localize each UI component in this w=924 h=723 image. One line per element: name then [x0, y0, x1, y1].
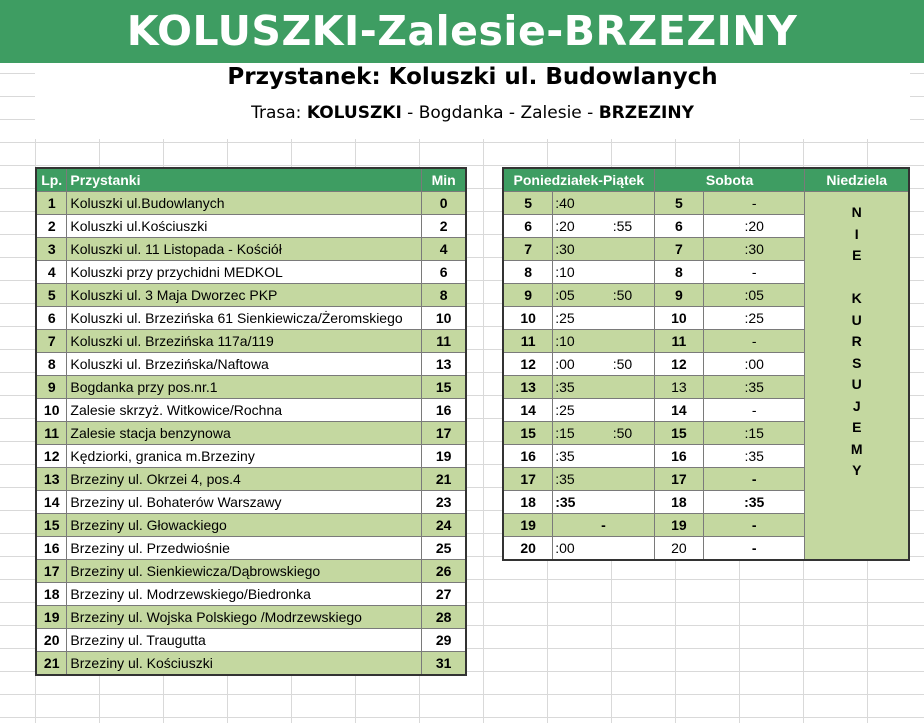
- weekday-minute-1: :40: [555, 195, 575, 211]
- stop-name: Kędziorki, granica m.Brzeziny: [67, 445, 422, 468]
- weekday-minutes: [553, 353, 655, 376]
- weekday-minute-1: :35: [555, 471, 575, 487]
- stop-number: 19: [36, 606, 67, 629]
- stop-number: 1: [36, 192, 67, 215]
- sunday-note-letter: M: [850, 440, 863, 457]
- weekday-hour: 10: [503, 307, 553, 330]
- sunday-note-letter: E: [852, 419, 862, 435]
- stop-minutes: 16: [422, 399, 466, 422]
- saturday-minutes: :15: [703, 422, 805, 445]
- stop-title: Przystanek: Koluszki ul. Budowlanych: [35, 63, 910, 93]
- saturday-minutes: :05: [703, 284, 805, 307]
- sunday-note-letter: J: [852, 397, 861, 414]
- saturday-hour: 20: [654, 537, 703, 561]
- stop-name: Koluszki ul. Brzezińska/Naftowa: [67, 353, 422, 376]
- weekday-minute-2: :50: [612, 287, 633, 303]
- saturday-minutes: -: [703, 468, 805, 491]
- table-row: [36, 284, 466, 307]
- weekday-hour: 6: [503, 215, 553, 238]
- sunday-note-letter: [808, 267, 905, 289]
- stop-name: Brzeziny ul. Przedwiośnie: [67, 537, 422, 560]
- stop-name: Brzeziny ul. Okrzei 4, pos.4: [67, 468, 422, 491]
- stop-number: 13: [36, 468, 67, 491]
- stop-name: Koluszki przy przychidni MEDKOL: [67, 261, 422, 284]
- saturday-hour: 7: [654, 238, 703, 261]
- stop-number: 14: [36, 491, 67, 514]
- table-row: [36, 514, 466, 537]
- stop-name: Brzeziny ul. Bohaterów Warszawy: [67, 491, 422, 514]
- saturday-hour: 14: [654, 399, 703, 422]
- table-row: [36, 399, 466, 422]
- table-row: [36, 215, 466, 238]
- stop-name: Brzeziny ul. Modrzewskiego/Biedronka: [67, 583, 422, 606]
- stop-minutes: 29: [422, 629, 466, 652]
- saturday-minutes: :25: [703, 307, 805, 330]
- stop-number: 9: [36, 376, 67, 399]
- weekday-minute-1: :25: [555, 310, 575, 326]
- stop-name: Koluszki ul. 3 Maja Dworzec PKP: [67, 284, 422, 307]
- stop-minutes: 26: [422, 560, 466, 583]
- sunday-note-letter: U: [851, 376, 862, 392]
- saturday-minutes: -: [703, 192, 805, 215]
- table-row: [36, 606, 466, 629]
- weekday-minute-1: :35: [555, 379, 575, 395]
- sunday-note-letter: U: [851, 311, 862, 328]
- col-header-weekday: Poniedziałek-Piątek: [503, 168, 654, 192]
- stop-number: 6: [36, 307, 67, 330]
- table-row: [36, 422, 466, 445]
- stop-minutes: 2: [422, 215, 466, 238]
- weekday-minutes: [553, 307, 655, 330]
- saturday-hour: 12: [654, 353, 703, 376]
- stop-minutes: 0: [422, 192, 466, 215]
- weekday-hour: 8: [503, 261, 553, 284]
- saturday-hour: 6: [654, 215, 703, 238]
- saturday-minutes: -: [703, 399, 805, 422]
- weekday-hour: 13: [503, 376, 553, 399]
- weekday-minutes: [553, 238, 655, 261]
- table-row: [36, 491, 466, 514]
- stop-number: 18: [36, 583, 67, 606]
- weekday-minutes: [553, 330, 655, 353]
- table-row: [36, 583, 466, 606]
- stop-name: Koluszki ul. 11 Listopada - Kościół: [67, 238, 422, 261]
- stop-minutes: 21: [422, 468, 466, 491]
- table-row: [36, 652, 466, 676]
- table-row: [36, 238, 466, 261]
- route-middle: - Bogdanka - Zalesie -: [401, 103, 599, 123]
- weekday-minutes: [553, 445, 655, 468]
- route-line: [35, 93, 910, 139]
- sunday-note-letter: E: [852, 247, 862, 263]
- stop-name: Koluszki ul.Budowlanych: [67, 192, 422, 215]
- stop-number: 11: [36, 422, 67, 445]
- table-row: [503, 192, 909, 215]
- table-row: [36, 445, 466, 468]
- stop-minutes: 6: [422, 261, 466, 284]
- stop-minutes: 11: [422, 330, 466, 353]
- stop-number: 7: [36, 330, 67, 353]
- weekday-minute-1: :30: [555, 241, 575, 257]
- saturday-minutes: :20: [703, 215, 805, 238]
- table-row: [36, 537, 466, 560]
- table-row: [36, 560, 466, 583]
- weekday-minute-2: :50: [612, 425, 633, 441]
- weekday-hour: 18: [503, 491, 553, 514]
- stop-name: Koluszki ul. Brzezińska 117a/119: [67, 330, 422, 353]
- weekday-minutes: [553, 537, 655, 561]
- weekday-hour: 17: [503, 468, 553, 491]
- stop-name: Zalesie skrzyż. Witkowice/Rochna: [67, 399, 422, 422]
- saturday-minutes: :35: [703, 376, 805, 399]
- stop-number: 16: [36, 537, 67, 560]
- weekday-minute-1: :35: [555, 448, 575, 464]
- saturday-hour: 5: [654, 192, 703, 215]
- weekday-minutes: [553, 491, 655, 514]
- col-header-sunday: Niedziela: [805, 168, 909, 192]
- stop-number: 15: [36, 514, 67, 537]
- stop-minutes: 28: [422, 606, 466, 629]
- stop-name: Brzeziny ul. Kościuszki: [67, 652, 422, 676]
- col-header-saturday: Sobota: [654, 168, 805, 192]
- weekday-minutes: [553, 468, 655, 491]
- stop-number: 10: [36, 399, 67, 422]
- stop-minutes: 27: [422, 583, 466, 606]
- stop-minutes: 10: [422, 307, 466, 330]
- weekday-minutes: [553, 261, 655, 284]
- saturday-minutes: -: [703, 514, 805, 537]
- weekday-minute-1: -: [601, 517, 606, 533]
- col-header-stops: Przystanki: [67, 168, 422, 192]
- weekday-hour: 19: [503, 514, 553, 537]
- saturday-minutes: -: [703, 330, 805, 353]
- weekday-hour: 5: [503, 192, 553, 215]
- table-row: [36, 629, 466, 652]
- weekday-minutes: [553, 215, 655, 238]
- weekday-minute-1: :10: [555, 333, 575, 349]
- sunday-note-letter: K: [851, 290, 862, 306]
- saturday-minutes: :35: [703, 445, 805, 468]
- table-row: [36, 353, 466, 376]
- sunday-note-letter: R: [851, 333, 862, 349]
- saturday-minutes: :35: [703, 491, 805, 514]
- saturday-hour: 10: [654, 307, 703, 330]
- saturday-hour: 9: [654, 284, 703, 307]
- stop-name: Brzeziny ul. Głowackiego: [67, 514, 422, 537]
- table-row: [36, 468, 466, 491]
- saturday-minutes: :00: [703, 353, 805, 376]
- table-row: [36, 192, 466, 215]
- saturday-minutes: :30: [703, 238, 805, 261]
- stop-minutes: 31: [422, 652, 466, 676]
- stop-name: Brzeziny ul. Traugutta: [67, 629, 422, 652]
- stop-name: Koluszki ul. Brzezińska 61 Sienkiewicza/Żeromskiego: [67, 307, 422, 330]
- stop-minutes: 8: [422, 284, 466, 307]
- stop-name: Brzeziny ul. Sienkiewicza/Dąbrowskiego: [67, 560, 422, 583]
- weekday-minutes: [553, 192, 655, 215]
- weekday-hour: 16: [503, 445, 553, 468]
- weekday-minute-1: :05: [555, 287, 575, 303]
- weekday-minutes: [553, 422, 655, 445]
- weekday-minute-2: :55: [612, 218, 633, 234]
- saturday-hour: 16: [654, 445, 703, 468]
- saturday-hour: 8: [654, 261, 703, 284]
- route-start: KOLUSZKI: [306, 103, 402, 123]
- saturday-hour: 19: [654, 514, 703, 537]
- weekday-hour: 12: [503, 353, 553, 376]
- stop-minutes: 23: [422, 491, 466, 514]
- stop-minutes: 24: [422, 514, 466, 537]
- weekday-hour: 7: [503, 238, 553, 261]
- saturday-minutes: -: [703, 261, 805, 284]
- weekday-hour: 20: [503, 537, 553, 561]
- weekday-minute-1: :15: [555, 425, 575, 441]
- sunday-note-letter: S: [852, 354, 862, 371]
- stop-name: Koluszki ul.Kościuszki: [67, 215, 422, 238]
- sunday-note-letter: I: [854, 225, 859, 242]
- stops-table: [35, 167, 467, 676]
- sunday-no-service-note: [805, 192, 909, 561]
- route-banner-title: KOLUSZKI-Zalesie-BRZEZINY: [0, 0, 924, 63]
- saturday-hour: 15: [654, 422, 703, 445]
- stop-minutes: 13: [422, 353, 466, 376]
- weekday-minute-1: :00: [555, 540, 575, 556]
- col-header-min: Min: [422, 168, 466, 192]
- stop-number: 8: [36, 353, 67, 376]
- weekday-minute-1: :10: [555, 264, 575, 280]
- stop-minutes: 17: [422, 422, 466, 445]
- stop-number: 2: [36, 215, 67, 238]
- weekday-minute-1: :00: [555, 356, 575, 372]
- saturday-minutes: -: [703, 537, 805, 561]
- stop-number: 12: [36, 445, 67, 468]
- weekday-hour: 15: [503, 422, 553, 445]
- weekday-minute-1: :35: [555, 494, 576, 510]
- sunday-note-letter: N: [851, 204, 862, 220]
- stop-name: Brzeziny ul. Wojska Polskiego /Modrzewskiego: [67, 606, 422, 629]
- weekday-minute-1: :20: [555, 218, 575, 234]
- table-row: [36, 261, 466, 284]
- weekday-minute-2: :50: [612, 356, 633, 372]
- route-end: BRZEZINY: [598, 103, 694, 123]
- weekday-minutes: [553, 284, 655, 307]
- stop-name: Zalesie stacja benzynowa: [67, 422, 422, 445]
- col-header-lp: Lp.: [36, 168, 67, 192]
- stop-minutes: 25: [422, 537, 466, 560]
- table-row: [36, 330, 466, 353]
- table-row: [36, 307, 466, 330]
- table-row: [36, 376, 466, 399]
- weekday-hour: 11: [503, 330, 553, 353]
- weekday-minutes: [553, 376, 655, 399]
- saturday-hour: 11: [654, 330, 703, 353]
- stop-number: 5: [36, 284, 67, 307]
- weekday-minutes: [553, 399, 655, 422]
- saturday-hour: 17: [654, 468, 703, 491]
- stop-number: 17: [36, 560, 67, 583]
- sunday-note-letter: Y: [852, 462, 862, 478]
- stop-number: 4: [36, 261, 67, 284]
- stop-name: Bogdanka przy pos.nr.1: [67, 376, 422, 399]
- stop-minutes: 4: [422, 238, 466, 261]
- weekday-minute-1: :25: [555, 402, 575, 418]
- stop-minutes: 19: [422, 445, 466, 468]
- weekday-hour: 14: [503, 399, 553, 422]
- weekday-minutes: [553, 514, 655, 537]
- saturday-hour: 18: [654, 491, 703, 514]
- stop-minutes: 15: [422, 376, 466, 399]
- stop-number: 21: [36, 652, 67, 676]
- stop-number: 3: [36, 238, 67, 261]
- timetable: [502, 167, 910, 561]
- stop-number: 20: [36, 629, 67, 652]
- route-prefix: Trasa:: [251, 103, 307, 123]
- weekday-hour: 9: [503, 284, 553, 307]
- saturday-hour: 13: [654, 376, 703, 399]
